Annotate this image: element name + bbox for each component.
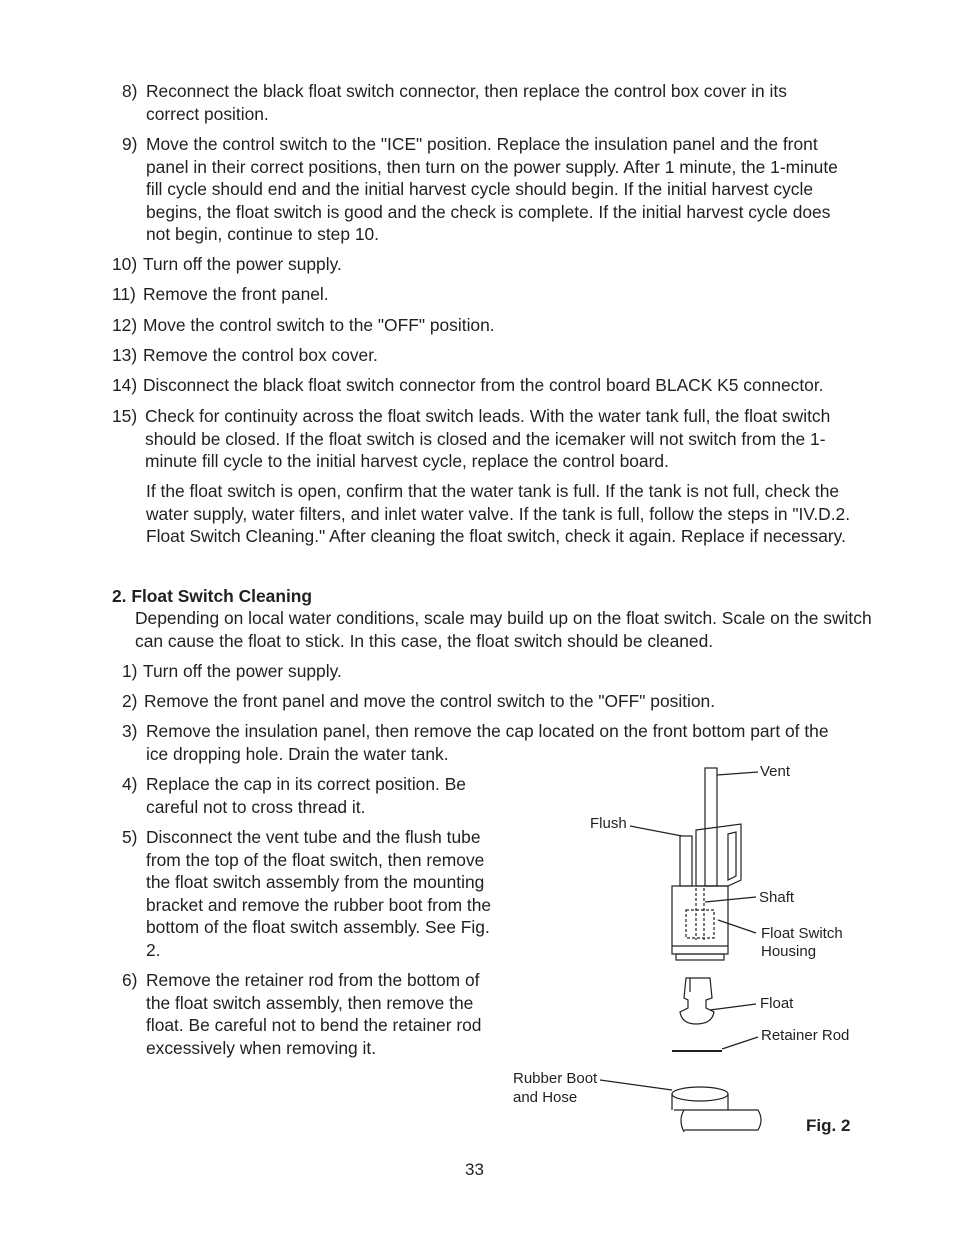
step-8	[122, 80, 842, 125]
clean-step-4	[122, 773, 494, 818]
step-number: 4)	[122, 774, 138, 794]
clean-step-1	[122, 660, 862, 683]
step-number: 9)	[122, 134, 138, 154]
step-text: Disconnect the vent tube and the flush tube from the top of the float switch, then remove the float switch assembly from the mounting bracket and remove the rubber boot from the bottom of the float switch assembly. See Fig. 2.	[146, 827, 492, 960]
step-text: Remove the control box cover.	[143, 345, 378, 365]
step-number: 11)	[112, 284, 136, 304]
float	[680, 978, 714, 1024]
step-text: Turn off the power supply.	[143, 254, 342, 274]
section-title: 2. Float Switch Cleaning	[112, 586, 313, 606]
label-float-switch-housing-1: Float Switch	[761, 925, 843, 942]
label-retainer-rod: Retainer Rod	[761, 1027, 850, 1044]
step-12	[112, 314, 852, 337]
label-rubber-boot-1: Rubber Boot	[513, 1070, 598, 1087]
step-text: Check for continuity across the float switch leads. With the water tank full, the float switch should be closed. If the float switch is closed and the icemaker will not switch from the 1-minute fill cycle to the initial harvest cycle, replace the control board.	[145, 406, 831, 471]
section-intro: Depending on local water conditions, scale may build up on the float switch. Scale on the switch can cause the float to stick. In this case, the float switch should be cleaned.	[135, 608, 872, 651]
step-number: 8)	[122, 81, 138, 101]
label-vent: Vent	[760, 763, 791, 780]
step-number: 2)	[122, 691, 138, 711]
step-9	[122, 133, 852, 246]
step-text: Remove the front panel and move the control switch to the "OFF" position.	[144, 691, 716, 711]
rubber-boot	[672, 1087, 728, 1101]
step-text: Remove the front panel.	[143, 284, 329, 304]
clean-step-6	[122, 969, 506, 1059]
step-number: 12)	[112, 315, 138, 335]
step-15-note: If the float switch is open, confirm that the water tank is full. If the tank is not full, check the water supply, water filters, and inlet water valve. If the tank is full, follow the steps in "IV.D.2. Float Switch Cleaning." After cleaning the float switch, check it again. Replace if necessary.	[146, 481, 851, 546]
page-number: 33	[465, 1160, 484, 1179]
step-number: 10)	[112, 254, 138, 274]
step-text: Remove the insulation panel, then remove the cap located on the front bottom part of the ice dropping hole. Drain the water tank.	[146, 721, 829, 764]
step-text: Move the control switch to the "OFF" position.	[143, 315, 495, 335]
clean-step-5	[122, 826, 496, 961]
step-10	[112, 253, 852, 276]
step-11	[112, 283, 852, 306]
figure-caption: Fig. 2	[806, 1116, 851, 1135]
label-shaft: Shaft	[759, 889, 795, 906]
step-text: Remove the retainer rod from the bottom of the float switch assembly, then remove the float. Be careful not to bend the retainer rod excessively when removing it.	[146, 970, 482, 1058]
step-number: 1)	[122, 661, 138, 681]
step-text: Disconnect the black float switch connector from the control board BLACK K5 connector.	[143, 375, 824, 395]
label-float: Float	[760, 995, 794, 1012]
clean-step-2	[122, 690, 862, 713]
flush-tube	[680, 836, 692, 886]
label-flush: Flush	[590, 815, 627, 832]
step-number: 5)	[122, 827, 138, 847]
step-text: Replace the cap in its correct position. Be careful not to cross thread it.	[146, 774, 466, 817]
shaft	[696, 888, 704, 940]
step-13	[112, 344, 852, 367]
step-number: 14)	[112, 375, 138, 395]
label-rubber-boot-2: and Hose	[513, 1089, 578, 1106]
step-number: 3)	[122, 721, 138, 741]
step-text: Move the control switch to the "ICE" position. Replace the insulation panel and the front panel in their correct positions, then turn on the power supply. After 1 minute, the 1-minute fill cycle should end and the initial harvest cycle should begin. If the initial harvest cycle begins, the float switch is good and the check is complete. If the initial harvest cycle does not begin, continue to step 10.	[146, 134, 838, 244]
step-14	[112, 374, 902, 397]
label-float-switch-housing-2: Housing	[761, 943, 817, 960]
step-text: Reconnect the black float switch connector, then replace the control box cover in its correct position.	[146, 81, 787, 124]
step-number: 15)	[112, 406, 138, 426]
step-number: 13)	[112, 345, 138, 365]
step-text: Turn off the power supply.	[143, 661, 342, 681]
step-number: 6)	[122, 970, 138, 990]
step-15	[112, 405, 848, 473]
clean-step-3	[122, 720, 852, 765]
